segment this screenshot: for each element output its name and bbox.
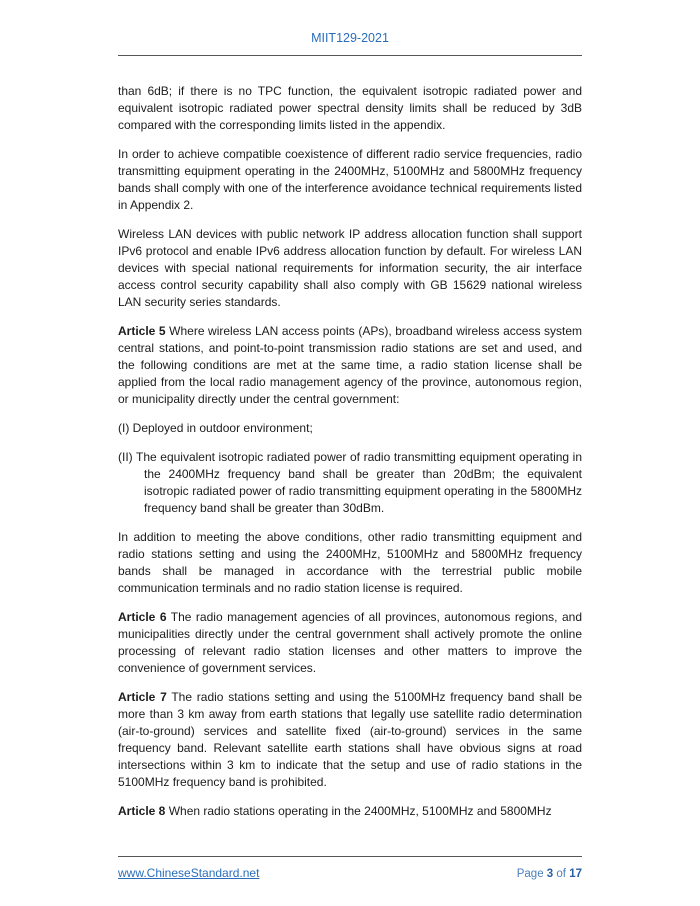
paragraph-coexistence <box>118 146 582 214</box>
article-8-label: Article 8 <box>118 804 166 818</box>
paragraph-tpc-limits <box>118 83 582 134</box>
paragraph-text: (II) The equivalent isotropic radiated power of radio transmitting equipment operating in the 2400MHz frequency band shall be greater than 20dBm; the equivalent isotropic radiated power of radio transmitting equipment operating in the 5800MHz frequency band shall be greater than 30dBm. <box>118 450 582 515</box>
of-label: of <box>556 868 566 880</box>
paragraph-text: The radio management agencies of all provinces, autonomous regions, and municipalities directly under the central government shall actively promote the online processing of relevant radio station licenses and other matters to improve the convenience of government services. <box>118 610 583 675</box>
paragraph-article-6 <box>118 609 582 677</box>
document-body <box>118 83 582 856</box>
paragraph-article-5 <box>118 323 582 408</box>
page-indicator <box>517 866 582 882</box>
document-header <box>118 30 582 56</box>
page-number: 3 <box>546 868 554 880</box>
website-link[interactable]: www.ChineseStandard.net <box>118 866 260 880</box>
document-number: MIIT129-2021 <box>311 31 389 45</box>
article-6-label: Article 6 <box>118 610 167 624</box>
article-7-label: Article 7 <box>118 690 167 704</box>
paragraph-text: In addition to meeting the above conditions, other radio transmitting equipment and radio stations setting and using the 2400MHz, 5100MHz and 5800MHz frequency bands shall be managed in accordance with the terrestrial public mobile communication terminals and no radio station license is required. <box>118 530 582 595</box>
list-item-2 <box>118 449 582 517</box>
document-footer <box>118 856 582 882</box>
paragraph-article-7 <box>118 689 582 791</box>
paragraph-text: Wireless LAN devices with public network IP address allocation function shall support IPv6 protocol and enable IPv6 address allocation function by default. For wireless LAN devices with special national requirements for information security, the air interface access control security capability shall also comply with GB 15629 national wireless LAN security series standards. <box>118 227 582 309</box>
paragraph-article-8 <box>118 803 582 820</box>
paragraph-text: In order to achieve compatible coexistence of different radio service frequencies, radio transmitting equipment operating in the 2400MHz, 5100MHz and 5800MHz frequency bands shall comply with one of the interference avoidance technical requirements listed in Appendix 2. <box>118 147 582 212</box>
page-label: Page <box>516 868 544 880</box>
paragraph-text: than 6dB; if there is no TPC function, the equivalent isotropic radiated power and equivalent isotropic radiated power spectral density limits shall be reduced by 3dB compared with the corresponding limits listed in the appendix. <box>118 84 582 132</box>
article-5-label: Article 5 <box>118 324 166 338</box>
paragraph-text: Where wireless LAN access points (APs), broadband wireless access system central stations, and point-to-point transmission radio stations are set and used, and the following conditions are met at the same time, a radio station license shall be applied from the local radio management agency of the province, autonomous region, or municipality directly under the central government: <box>118 324 583 406</box>
paragraph-text: (I) Deployed in outdoor environment; <box>118 421 313 435</box>
paragraph-other-equipment <box>118 529 582 597</box>
paragraph-text: The radio stations setting and using the 5100MHz frequency band shall be more than 3 km away from earth stations that legally use satellite radio determination (air-to-ground) services and satellite fixed (air-to-ground) services in the same frequency band. Relevant satellite earth stations shall have obvious signs at road intersections within 3 km to indicate that the setup and use of radio stations in the 5100MHz frequency band is prohibited. <box>118 690 582 789</box>
paragraph-text: When radio stations operating in the 2400MHz, 5100MHz and 5800MHz <box>165 804 552 818</box>
paragraph-ipv6-security <box>118 226 582 311</box>
page-total: 17 <box>569 868 582 880</box>
list-item-1 <box>118 420 582 437</box>
